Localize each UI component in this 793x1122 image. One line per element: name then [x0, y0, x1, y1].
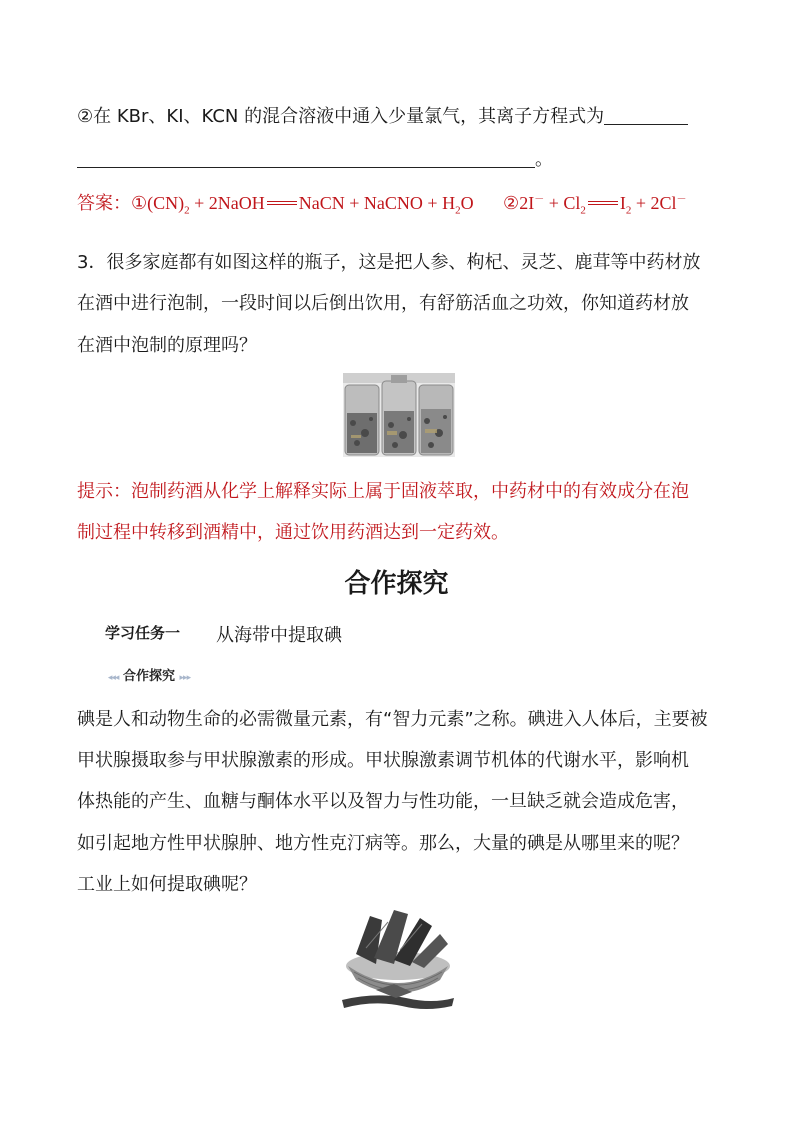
hint-line2: 制过程中转移到酒精中，通过饮用药酒达到一定药效。: [77, 522, 509, 543]
cooperative-inquiry-ribbon: [90, 667, 208, 687]
q2-line1-text: ②在 KBr、KI、KCN 的混合溶液中通入少量氯气，其离子方程式为: [77, 106, 605, 127]
q2-line2-end: 。: [535, 149, 553, 170]
answer-eq2-num: ②: [503, 193, 520, 214]
answer-eq1-num: ①: [131, 193, 148, 214]
kelp-basket-image: [336, 908, 458, 1014]
q3-line2: 在酒中进行泡制，一段时间以后倒出饮用，有舒筋活血之功效，你知道药材放: [77, 293, 689, 314]
medicine-bottles-image: [343, 373, 455, 457]
para-line3: 体热能的产生、血糖与酮体水平以及智力与性功能，一旦缺乏就会造成危害，: [77, 791, 689, 812]
para-line1: 碘是人和动物生命的必需微量元素，有“智力元素”之称。碘进入人体后，主要被: [77, 709, 708, 730]
section-title: 合作探究: [344, 569, 449, 599]
answer-blank-2[interactable]: [77, 149, 535, 168]
answer-line: [77, 188, 687, 223]
right-arrows-icon: ▸▸▸: [179, 673, 191, 683]
answer-eq2: $2I^- + Cl_2$ $I_2 + 2Cl^-$: [519, 193, 687, 217]
hint-line1: 提示：泡制药酒从化学上解释实际上属于固液萃取，中药材中的有效成分在泡: [77, 481, 689, 502]
q3-line1: 3．很多家庭都有如图这样的瓶子，这是把人参、枸杞、灵芝、鹿茸等中药材放: [77, 252, 701, 273]
task-title: 从海带中提取碘: [216, 625, 342, 646]
task-label: 学习任务一: [105, 624, 181, 642]
q3-line3: 在酒中泡制的原理吗？: [77, 335, 257, 356]
answer-blank-1[interactable]: [604, 106, 688, 125]
answer-eq1: $(CN)_2$ + 2NaOH NaCN + NaCNO + $H_2O$: [147, 193, 474, 217]
para-line4: 如引起地方性甲状腺肿、地方性克汀病等。那么，大量的碘是从哪里来的呢？: [77, 833, 689, 854]
ribbon-label: 合作探究: [122, 669, 175, 684]
left-arrows-icon: ◂◂◂: [107, 673, 119, 683]
para-line5: 工业上如何提取碘呢？: [77, 874, 257, 895]
answer-label: 答案：: [77, 193, 131, 214]
para-line2: 甲状腺摄取参与甲状腺激素的形成。甲状腺激素调节机体的代谢水平，影响机: [77, 750, 689, 771]
q2-line1: [77, 105, 688, 129]
q2-line2: [77, 148, 553, 172]
